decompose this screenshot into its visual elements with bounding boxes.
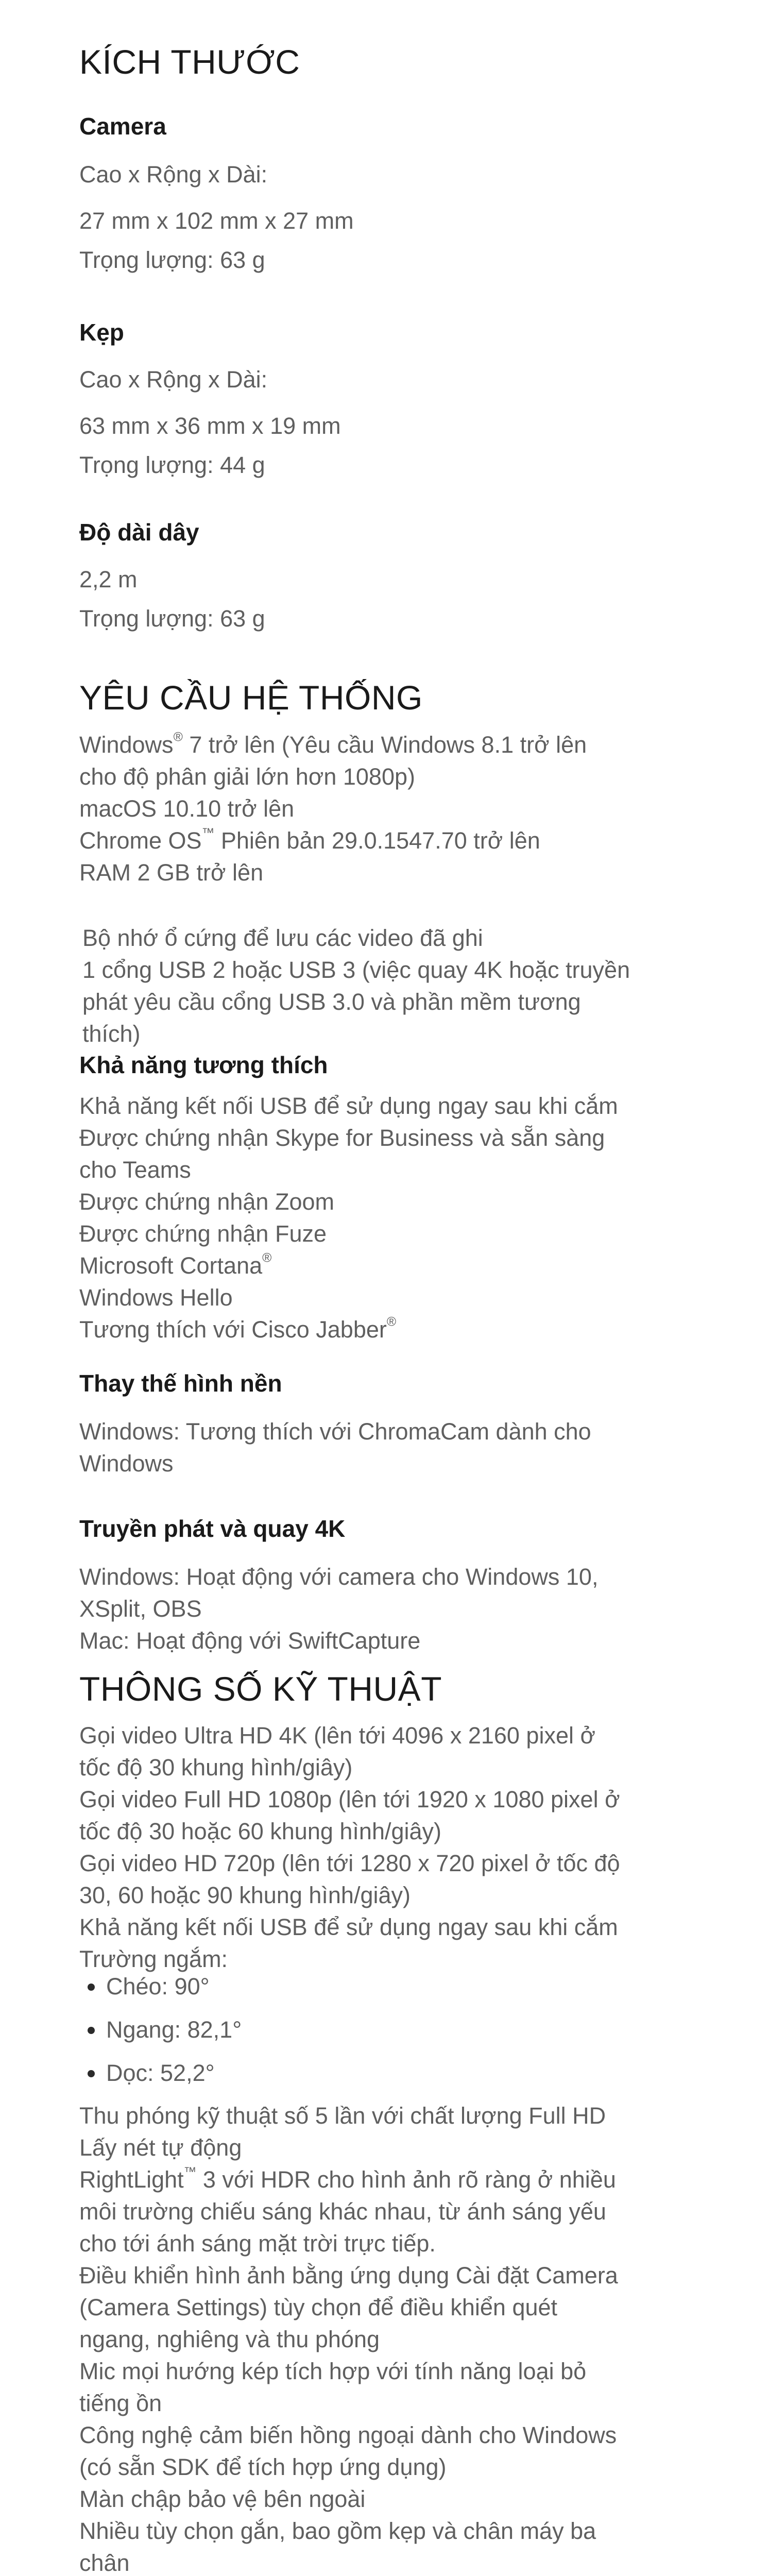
compatibility-title: Khả năng tương thích [79,1052,328,1078]
text-line: Gọi video Full HD 1080p (lên tới 1920 x 1080 pixel ở [79,1786,620,1812]
text-line: Windows: Hoạt động với camera cho Windows 10, [79,1564,599,1590]
text-line: macOS 10.10 trở lên [79,795,295,822]
text-line: Windows: Tương thích với ChromaCam dành cho [79,1418,591,1445]
text-line: Lấy nét tự động [79,2134,242,2161]
text-line: phát yêu cầu cổng USB 3.0 và phần mềm tương [82,989,581,1015]
clip-dim-value: 63 mm x 36 mm x 19 mm [79,413,341,439]
clip-dim-label: Cao x Rộng x Dài: [79,366,268,393]
camera-dim-value: 27 mm x 102 mm x 27 mm [79,208,354,234]
os-requirements [79,729,587,889]
text-line: RightLight™ 3 với HDR cho hình ảnh rõ ràng ở nhiều [79,2165,616,2193]
text-line: cho tới ánh sáng mặt trời trực tiếp. [79,2230,436,2257]
specs-list-b [79,2100,618,2576]
text-line: Chrome OS™ Phiên bản 29.0.1547.70 trở lên [79,826,540,854]
camera-dim-label: Cao x Rộng x Dài: [79,161,268,188]
text-line: XSplit, OBS [79,1596,202,1622]
text-line: chân [79,2550,130,2576]
text-line: (Camera Settings) tùy chọn để điều khiển quét [79,2294,558,2320]
camera-title: Camera [79,113,166,140]
trademark-symbol: ™ [201,826,215,840]
storage-requirements [82,922,630,1050]
background-title: Thay thế hình nền [79,1370,282,1397]
streaming-title: Truyền phát và quay 4K [79,1515,346,1542]
trademark-symbol: ® [173,730,183,744]
text-line: cho Teams [79,1157,191,1183]
text-line: môi trường chiếu sáng khác nhau, từ ánh sáng yếu [79,2198,606,2225]
cable-weight: Trọng lượng: 63 g [79,605,265,632]
text-line: 1 cổng USB 2 hoặc USB 3 (việc quay 4K hoặc truyền [82,957,630,983]
compatibility-list [79,1090,618,1346]
text-line: Mic mọi hướng kép tích hợp với tính năng loại bỏ [79,2358,587,2384]
text-line: 30, 60 hoặc 90 khung hình/giây) [79,1882,411,1908]
text-line: Windows [79,1450,174,1477]
clip-weight: Trọng lượng: 44 g [79,452,265,478]
text-line: Nhiều tùy chọn gắn, bao gồm kẹp và chân máy ba [79,2518,596,2544]
text-line: (có sẵn SDK để tích hợp ứng dụng) [79,2454,447,2480]
field-of-view-list [79,1971,242,2101]
text-line: tốc độ 30 khung hình/giây) [79,1754,353,1781]
text-line: tiếng ồn [79,2390,162,2416]
text-line: Được chứng nhận Zoom [79,1189,334,1215]
trademark-symbol: ® [262,1251,272,1265]
requirements-heading: YÊU CẦU HỆ THỐNG [79,679,423,717]
camera-weight: Trọng lượng: 63 g [79,247,265,273]
text-line: Gọi video HD 720p (lên tới 1280 x 720 pixel ở tốc độ [79,1850,620,1876]
text-line: Trường ngắm: [79,1946,228,1972]
dimensions-heading: KÍCH THƯỚC [79,43,300,81]
text-line: thích) [82,1021,141,1047]
text-line: Được chứng nhận Fuze [79,1221,327,1247]
text-line: Khả năng kết nối USB để sử dụng ngay sau khi cắm [79,1093,618,1119]
text-line: Windows® 7 trở lên (Yêu cầu Windows 8.1 trở lên [79,730,587,758]
background-text [79,1416,591,1480]
specs-heading: THÔNG SỐ KỸ THUẬT [79,1670,442,1708]
clip-title: Kẹp [79,319,124,346]
text-line: Công nghệ cảm biến hồng ngoại dành cho Windows [79,2422,617,2448]
streaming-text [79,1561,598,1657]
text-line: ngang, nghiêng và thu phóng [79,2326,380,2352]
text-line: Windows Hello [79,1284,233,1311]
text-line: Điều khiển hình ảnh bằng ứng dụng Cài đặt Camera [79,2262,618,2289]
text-line: Bộ nhớ ổ cứng để lưu các video đã ghi [82,925,483,951]
text-line: Gọi video Ultra HD 4K (lên tới 4096 x 2160 pixel ở [79,1722,595,1749]
text-line: Thu phóng kỹ thuật số 5 lần với chất lượng Full HD [79,2103,606,2129]
trademark-symbol: ™ [183,2165,197,2179]
text-line: RAM 2 GB trở lên [79,859,264,886]
specs-list-a [79,1720,620,1975]
cable-length: 2,2 m [79,566,138,592]
text-line: Khả năng kết nối USB để sử dụng ngay sau khi cắm [79,1914,618,1940]
cable-title: Độ dài dây [79,519,199,546]
list-item: Dọc: 52,2° [79,2058,242,2101]
text-line: Màn chập bảo vệ bên ngoài [79,2486,366,2512]
list-item: Chéo: 90° [79,1971,242,2014]
list-item: Ngang: 82,1° [79,2014,242,2058]
text-line: Microsoft Cortana® [79,1251,272,1279]
text-line: cho độ phân giải lớn hơn 1080p) [79,764,415,790]
text-line: tốc độ 30 hoặc 60 khung hình/giây) [79,1818,442,1844]
text-line: Tương thích với Cisco Jabber® [79,1315,397,1343]
text-line: Mac: Hoạt động với SwiftCapture [79,1628,421,1654]
trademark-symbol: ® [386,1315,397,1329]
text-line: Được chứng nhận Skype for Business và sẵn sàng [79,1125,605,1151]
